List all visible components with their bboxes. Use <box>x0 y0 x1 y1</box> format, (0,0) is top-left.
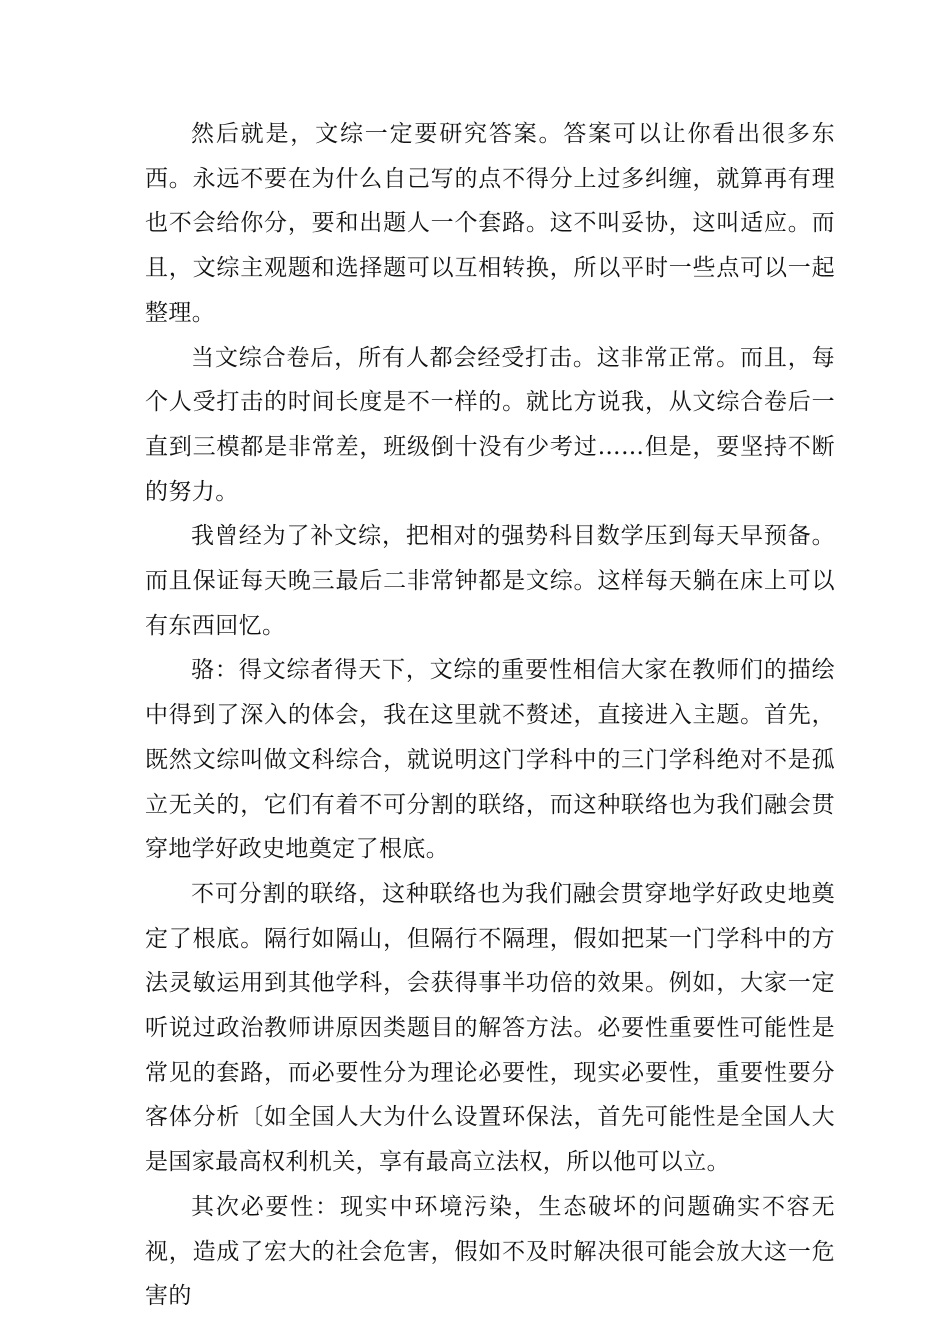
paragraph-5: 不可分割的联络，这种联络也为我们融会贯穿地学好政史地奠定了根底。隔行如隔山，但隔行不隔理，假如把某一门学科中的方法灵敏运用到其他学科，会获得事半功倍的效果。例如，大家一定听说过政治教师讲原因类题目的解答方法。必要性重要性可能性是常见的套路，而必要性分为理论必要性，现实必要性，重要性要分客体分析〔如全国人大为什么设置环保法，首先可能性是全国人大是国家最高权利机关，享有最高立法权，所以他可以立。 <box>145 880 835 1176</box>
paragraph-2: 当文综合卷后，所有人都会经受打击。这非常正常。而且，每个人受打击的时间长度是不一样的。就比方说我，从文综合卷后一直到三模都是非常差，班级倒十没有少考过……但是，要坚持不断的努力。 <box>145 344 835 505</box>
paragraph-3: 我曾经为了补文综，把相对的强势科目数学压到每天早预备。而且保证每天晚三最后二非常钟都是文综。这样每天躺在床上可以有东西回忆。 <box>145 523 835 639</box>
document-page <box>145 112 835 1319</box>
paragraph-4: 骆：得文综者得天下，文综的重要性相信大家在教师们的描绘中得到了深入的体会，我在这里就不赘述，直接进入主题。首先，既然文综叫做文科综合，就说明这门学科中的三门学科绝对不是孤立无关的，它们有着不可分割的联络，而这种联络也为我们融会贯穿地学好政史地奠定了根底。 <box>145 657 835 863</box>
paragraph-1: 然后就是，文综一定要研究答案。答案可以让你看出很多东西。永远不要在为什么自己写的点不得分上过多纠缠，就算再有理也不会给你分，要和出题人一个套路。这不叫妥协，这叫适应。而且，文综主观题和选择题可以互相转换，所以平时一些点可以一起整理。 <box>145 121 835 326</box>
paragraph-6: 其次必要性：现实中环境污染，生态破坏的问题确实不容无视，造成了宏大的社会危害，假如不及时解决很可能会放大这一危害的 <box>145 1193 835 1310</box>
